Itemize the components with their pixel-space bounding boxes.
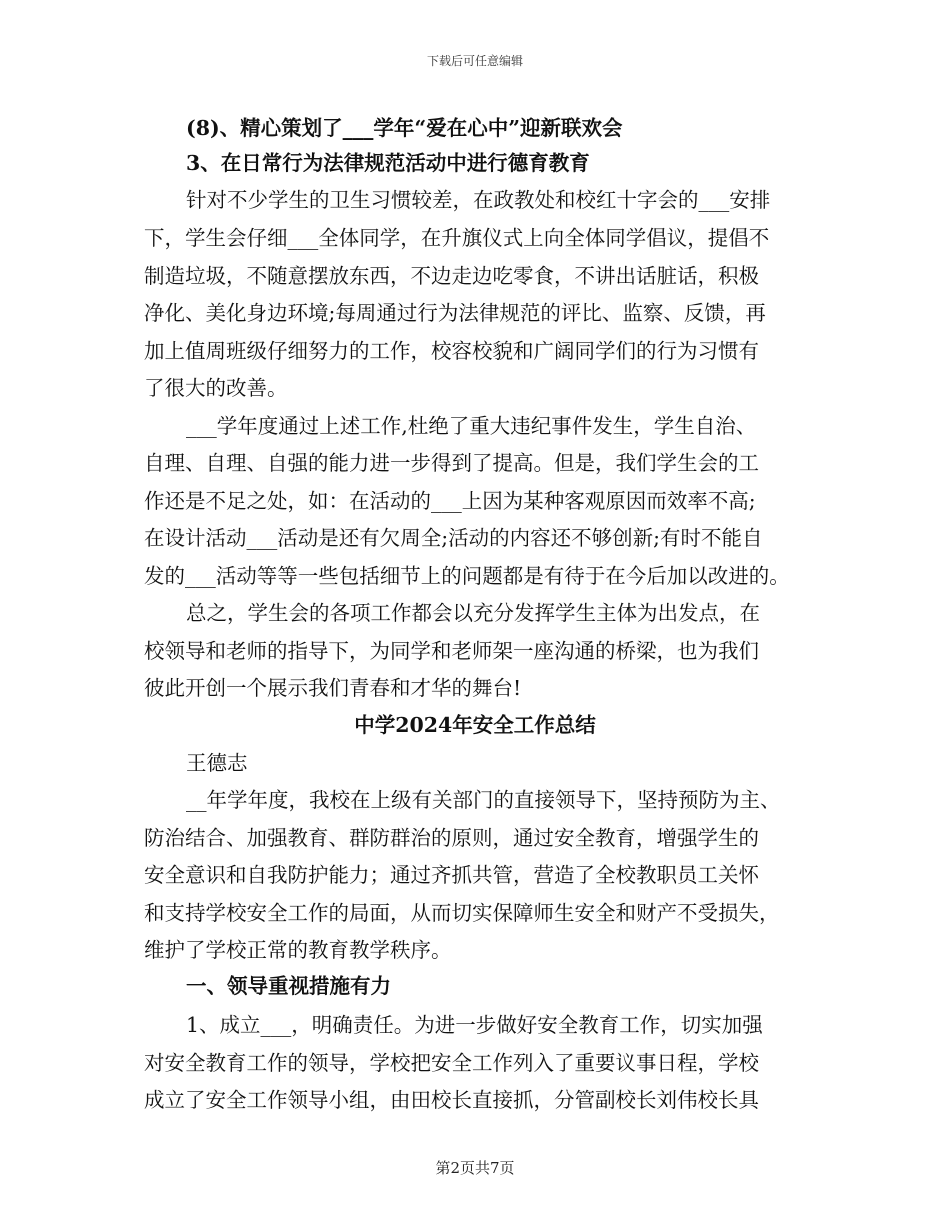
text-line: 自理、自理、自强的能力进一步得到了提高。但是，我们学生会的工 (144, 451, 759, 475)
text-line: 发的___活动等等一些包括细节上的问题都是有待于在今后加以改进的。 (144, 564, 790, 588)
text-line: 针对不少学生的卫生习惯较差，在政教处和校红十字会的___安排 (186, 188, 771, 212)
section-heading: (8)、精心策划了___学年“爱在心中”迎新联欢会 (186, 116, 623, 140)
text-line: 1、成立___，明确责任。为进一步做好安全教育工作，切实加强 (186, 1013, 763, 1037)
text-line: 下，学生会仔细___全体同学，在升旗仪式上向全体同学倡议，提倡不 (144, 226, 770, 250)
text-line: 了很大的改善。 (144, 376, 288, 400)
text-line: 成立了安全工作领导小组，由田校长直接抓，分管副校长刘伟校长具 (144, 1088, 759, 1112)
text-line: 总之，学生会的各项工作都会以充分发挥学生主体为出发点，在 (186, 601, 760, 625)
section-heading: 一、领导重视措施有力 (186, 974, 391, 998)
text-line: 和支持学校安全工作的局面，从而切实保障师生安全和财产不受损失， (144, 901, 780, 925)
text-line: 净化、美化身边环境;每周通过行为法律规范的评比、监察、反馈，再 (144, 301, 766, 325)
text-line: 加上值周班级仔细努力的工作，校容校貌和广阔同学们的行为习惯有 (144, 339, 759, 363)
page-number: 第2页共7页 (435, 1159, 515, 1177)
section-heading: 3、在日常行为法律规范活动中进行德育教育 (186, 151, 590, 175)
text-line: 校领导和老师的指导下，为同学和老师架一座沟通的桥梁，也为我们 (144, 639, 759, 663)
document-title: 中学2024年安全工作总结 (354, 713, 596, 737)
text-line: ___学年度通过上述工作,杜绝了重大违纪事件发生，学生自治、 (186, 414, 757, 438)
text-line: 制造垃圾，不随意摆放东西，不边走边吃零食，不讲出话脏话，积极 (144, 264, 759, 288)
page-header: 下载后可任意编辑 (426, 54, 523, 68)
text-line: 彼此开创一个展示我们青春和才华的舞台! (144, 676, 522, 700)
text-line: 安全意识和自我防护能力；通过齐抓共管，营造了全校教职员工关怀 (144, 863, 759, 887)
text-line: 在设计活动___活动是还有欠周全;活动的内容还不够创新;有时不能自 (144, 526, 763, 550)
text-line: 对安全教育工作的领导，学校把安全工作列入了重要议事日程，学校 (144, 1051, 759, 1075)
text-line: __年学年度，我校在上级有关部门的直接领导下，坚持预防为主、 (186, 788, 781, 812)
text-line: 防治结合、加强教育、群防群治的原则，通过安全教育，增强学生的 (144, 826, 759, 850)
text-line: 王德志 (186, 751, 248, 775)
text-line: 维护了学校正常的教育教学秩序。 (144, 938, 452, 962)
text-line: 作还是不足之处，如：在活动的___上因为某种客观原因而效率不高; (144, 489, 756, 513)
